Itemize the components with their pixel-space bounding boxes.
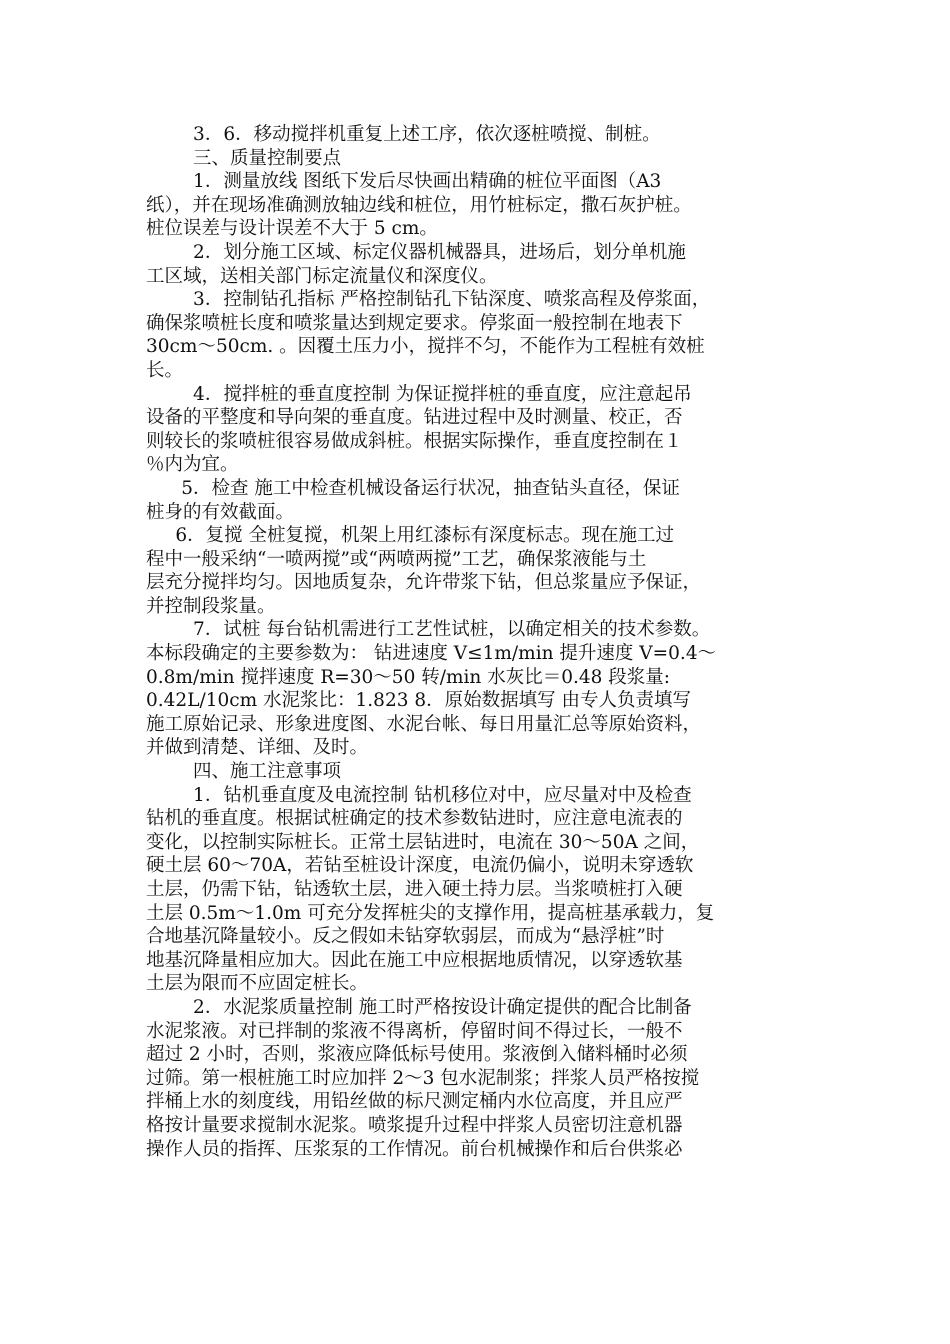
text-line: 变化，以控制实际桩长。正常土层钻进时，电流在 30～50A 之间， xyxy=(146,831,700,853)
text-line: 操作人员的指挥、压浆泵的工作情况。前台机械操作和后台供浆必 xyxy=(146,1138,683,1160)
text-line: 合地基沉降量较小。反之假如未钻穿软弱层，而成为“悬浮桩”时 xyxy=(146,926,665,948)
text-line: 1．钻机垂直度及电流控制 钻机移位对中，应尽量对中及检查 xyxy=(146,784,692,806)
text-line: 7．试桩 每台钻机需进行工艺性试桩，以确定相关的技术参数。 xyxy=(146,619,711,641)
document-body xyxy=(146,123,826,1161)
text-line: 层充分搅拌均匀。因地质复杂，允许带浆下钻，但总浆量应予保证， xyxy=(146,572,702,594)
text-line: 则较长的浆喷桩很容易做成斜桩。根据实际操作，垂直度控制在１ xyxy=(146,430,683,452)
text-line: 6．复搅 全桩复搅，机架上用红漆标有深度标志。现在施工过 xyxy=(146,525,675,547)
text-line: 过筛。第一根桩施工时应加拌 2～3 包水泥制浆；拌浆人员严格按搅 xyxy=(146,1067,700,1089)
text-line: 水泥浆液。对已拌制的浆液不得离析，停留时间不得过长，一般不 xyxy=(146,1020,683,1042)
text-line: 设备的平整度和导向架的垂直度。钻进过程中及时测量、校正，否 xyxy=(146,407,683,429)
section-heading: 四、施工注意事项 xyxy=(146,761,342,783)
text-line: 程中一般采纳“一喷两搅”或“两喷两搅”工艺，确保浆液能与土 xyxy=(146,548,647,570)
text-line: 格按计量要求搅制水泥浆。喷浆提升过程中拌浆人员密切注意机器 xyxy=(146,1114,683,1136)
text-line: 确保浆喷桩长度和喷浆量达到规定要求。停浆面一般控制在地表下 xyxy=(146,312,683,334)
text-line: 0.42L/10cm 水泥浆比：1.823 8．原始数据填写 由专人负责填写 xyxy=(146,690,692,712)
text-line: 2．水泥浆质量控制 施工时严格按设计确定提供的配合比制备 xyxy=(146,996,692,1018)
text-line: 30cm～50cm. 。因覆土压力小，搅拌不匀，不能作为工程桩有效桩 xyxy=(146,336,705,358)
text-line: ％内为宜。 xyxy=(146,454,239,476)
text-line: 1．测量放线 图纸下发后尽快画出精确的桩位平面图（A3 xyxy=(146,171,662,193)
text-line: 桩位误差与设计误差不大于 5 cm。 xyxy=(146,218,438,240)
text-line: 土层为限而不应固定桩长。 xyxy=(146,973,369,995)
text-line: 3．6．移动搅拌机重复上述工序，依次逐桩喷搅、制桩。 xyxy=(146,124,661,145)
text-line: 钻机的垂直度。根据试桩确定的技术参数钻进时，应注意电流表的 xyxy=(146,808,683,830)
text-line: 长。 xyxy=(146,359,184,381)
text-line: 超过 2 小时，否则，浆液应降低标号使用。浆液倒入储料桶时必须 xyxy=(146,1044,688,1066)
text-line: 桩身的有效截面。 xyxy=(146,501,295,523)
text-line: 5．检查 施工中检查机械设备运行状况，抽查钻头直径，保证 xyxy=(146,477,680,499)
text-line: 纸），并在现场准确测放轴边线和桩位，用竹桩标定，撒石灰护桩。 xyxy=(146,194,692,216)
text-line: 本标段确定的主要参数为： 钻进速度 V≤1m/min 提升速度 V=0.4～ xyxy=(146,643,717,665)
text-line: 并控制段浆量。 xyxy=(146,595,276,617)
section-heading: 三、质量控制要点 xyxy=(146,147,342,169)
text-line: 土层，仍需下钻，钻透软土层，进入硬土持力层。当浆喷桩打入硬 xyxy=(146,879,683,900)
text-line: 2．划分施工区域、标定仪器机械器具，进场后，划分单机施 xyxy=(146,241,686,263)
text-line: 4．搅拌桩的垂直度控制 为保证搅拌桩的垂直度，应注意起吊 xyxy=(146,383,692,405)
text-line: 土层 0.5m～1.0m 可充分发挥桩尖的支撑作用，提高桩基承载力，复 xyxy=(146,902,715,924)
text-line: 3．控制钻孔指标 严格控制钻孔下钻深度、喷浆高程及停浆面， xyxy=(146,289,711,311)
text-line: 拌桶上水的刻度线，用铅丝做的标尺测定桶内水位高度，并且应严 xyxy=(146,1091,683,1113)
text-line: 地基沉降量相应加大。因此在施工中应根据地质情况，以穿透软基 xyxy=(146,949,683,971)
text-line: 并做到清楚、详细、及时。 xyxy=(146,737,369,759)
text-line: 0.8m/min 搅拌速度 R=30～50 转/min 水灰比＝0.48 段浆量: xyxy=(146,666,671,688)
text-line: 工区域，送相关部门标定流量仪和深度仪。 xyxy=(146,265,498,287)
text-line: 施工原始记录、形象进度图、水泥台帐、每日用量汇总等原始资料， xyxy=(146,713,702,735)
text-line: 硬土层 60～70A，若钻至桩设计深度，电流仍偏小，说明未穿透软 xyxy=(146,855,694,877)
